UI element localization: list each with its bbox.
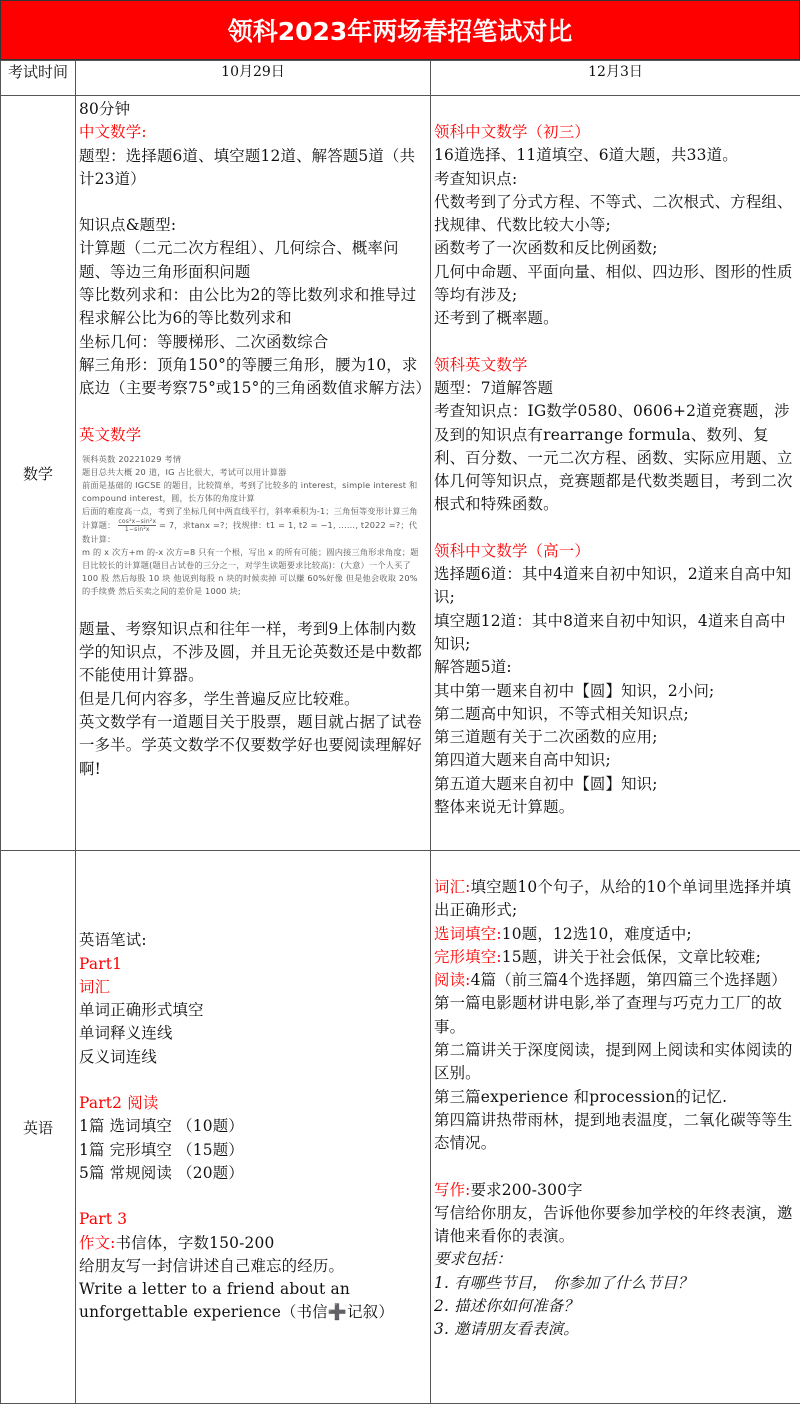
requirement-line: 2. 描述你如何准备？ [434, 1297, 579, 1316]
fraction-denominator: 1−sin²x [124, 525, 150, 533]
text-line: 计算题（二元二次方程组）、几何综合、概率问题、等边三角形面积问题 [79, 239, 399, 281]
text-line: 1篇 完形填空 （15题） [79, 1140, 244, 1159]
text-line: 题型：选择题6道、填空题12道、解答题5道（共计23道） [79, 146, 416, 188]
text-line: 还考到了概率题。 [434, 309, 559, 328]
writing-label: 写作: [434, 1180, 471, 1199]
requirement-line: 1. 有哪些节目， 你参加了什么节目？ [434, 1273, 694, 1292]
text-line: 函数考了一次函数和反比例函数; [434, 239, 658, 258]
text-line: 第三篇experience 和procession的记忆. [434, 1087, 728, 1106]
text-line: 等比数列求和：由公比为2的等比数列求和推导过程求解公比为6的等比数列求和 [79, 286, 417, 328]
text-line: 第二篇讲关于深度阅读，提到网上阅读和实体阅读的区别。 [434, 1041, 793, 1083]
item-label: 选词填空: [434, 924, 502, 943]
text-line: 16道选择、11道填空、6道大题，共33道。 [434, 146, 738, 165]
english-dec-cell [431, 851, 800, 1404]
header-row [1, 61, 800, 96]
text-line: 题型：7道解答题 [434, 378, 554, 397]
english-row [1, 851, 800, 1404]
note-line: 题目总共大概 20 道，IG 占比很大，考试可以用计算器 [82, 466, 287, 477]
section-title-knowledge: 知识点&题型: [79, 216, 177, 235]
text-line: 选择题6道：其中4道来自初中知识，2道来自高中知识; [434, 565, 792, 607]
text-line: 代数考到了分式方程、不等式、二次根式、方程组、找规律、代数比较大小等; [434, 192, 793, 235]
text-line: 考查知识点: [434, 169, 518, 188]
text-line: 题量、考察知识点和往年一样，考到9上体制内数学的知识点，不涉及圆，并且无论英数还是中数都不能使用计算器。 [79, 619, 422, 685]
text-line: 解三角形：顶角150°的等腰三角形，腰为10，求底边（主要考察75°或15°的三角函数值求解方法） [79, 355, 431, 398]
item-label: 阅读: [434, 971, 471, 990]
text-line: 第二题高中知识，不等式相关知识点; [434, 704, 689, 723]
text-line: 写信给你朋友，告诉他你要参加学校的年终表演，邀请他来看你的表演。 [434, 1203, 793, 1246]
text-line: 5篇 常规阅读 （20题） [79, 1163, 244, 1182]
text-line: 给朋友写一封信讲述自己难忘的经历。 [79, 1256, 345, 1275]
item-text: 10题，12选10，难度适中; [501, 924, 692, 943]
note-text: = 7，求tanx =?；找规律：t1 = 1, t2 = −1, ……, t2022 =?；代数计算： [82, 519, 418, 544]
text-line: 英文数学有一道题目关于股票，题目就占据了试卷一多半。学英文数学不仅要数学好也要阅读理解好啊! [79, 713, 422, 778]
note-line [82, 518, 423, 546]
item-label: 词汇: [434, 878, 471, 896]
text-line: 第一篇电影题材讲电影,举了查理与巧克力工厂的故事。 [434, 994, 783, 1036]
essay-text: 书信体，字数150-200 [115, 1233, 275, 1252]
text-line: 第五道大题来自初中【圆】知识; [434, 774, 658, 793]
note-line: 领科英数 20221029 考情 [82, 453, 182, 464]
header-date-dec: 12月3日 [431, 61, 800, 96]
note-line: m 的 x 次方+m 的-x 次方=8 只有一个根，写出 x 的所有可能；圆内接三角形求角度；题目比较长的计算题(题目占试卷的三分之一，对学生读题要求比较高)：(大意）一个人买了 100 股 然后每股 10 块 他说到每股 n 块的时候卖掉 可以赚 60%好像 但是他会收取 20%的手续费 然后买卖之间的差价是 1000 块; [82, 546, 419, 596]
text-line: 第四篇讲热带雨林，提到地表温度，二氧化碳等等生态情况。 [434, 1110, 793, 1153]
text-line: 几何中命题、平面向量、相似、四边形、图形的性质等均有涉及; [434, 262, 793, 305]
part2-title: Part2 阅读 [79, 1094, 159, 1113]
item-text: 4篇（前三篇4个选择题，第四篇三个选择题） [470, 971, 787, 990]
section-title-cn-math-g9: 领科中文数学（初三） [434, 123, 590, 141]
labeled-line [434, 1179, 797, 1202]
part3-title: Part 3 [79, 1210, 128, 1229]
item-text: 填空题10个句子，从给的10个单词里选择并填出正确形式; [434, 878, 792, 920]
math-row [1, 96, 800, 851]
fraction [118, 518, 156, 533]
math-oct-cell [76, 96, 431, 851]
text-line: 第四道大题来自高中知识; [434, 751, 611, 770]
item-label: 完形填空: [434, 947, 502, 966]
section-title-cn-math-g10: 领科中文数学（高一） [434, 541, 590, 560]
requirement-line: 要求包括： [434, 1250, 512, 1269]
note-line: 前面是基础的 IGCSE 的题目，比较简单，考到了比较多的 interest，simple interest 和 compound interest，圆，长方体的角度计算 [82, 479, 418, 503]
section-title-en-math: 英文数学 [79, 425, 142, 444]
labeled-line [434, 946, 797, 969]
header-date-oct: 10月29日 [76, 61, 431, 96]
text-line: 单词释义连线 [79, 1024, 173, 1043]
part1-title: Part1 [79, 954, 123, 973]
text-line: 英语笔试: [79, 931, 147, 950]
text-line: 但是几何内容多，学生普遍反应比较难。 [79, 689, 360, 708]
note-text: 计算题： [82, 519, 116, 530]
text-line: 坐标几何：等腰梯形、二次函数综合 [79, 332, 329, 351]
note-line: 后面的难度高一点，考到了坐标几何中两直线平行，斜率乘积为-1；三角恒等变形计算三角 [82, 505, 418, 516]
text-line: 第三道题有关于二次函数的应用; [434, 728, 658, 747]
text-line: 填空题12道：其中8道来自初中知识，4道来自高中知识; [434, 611, 786, 653]
fraction-numerator: cos²x−sin²x [118, 517, 157, 525]
requirement-line: 3. 邀请朋友看表演。 [434, 1320, 579, 1339]
text-line: 反义词连线 [79, 1047, 157, 1066]
writing-text: 要求200-300字 [470, 1180, 583, 1199]
comparison-table [0, 60, 800, 1404]
duration: 80分钟 [79, 100, 131, 118]
row-label-english: 英语 [1, 851, 76, 1404]
embedded-note-image [82, 453, 423, 598]
section-title-en-math: 领科英文数学 [434, 355, 528, 374]
english-oct-cell [76, 851, 431, 1404]
item-text: 15题，讲关于社会低保，文章比较难; [501, 947, 761, 966]
text-line: 考查知识点：IG数学0580、0606+2道竞赛题，涉及到的知识点有rearrange formula、数列、复利、百分数、一元二次方程、函数、实际应用题、立体几何等知识点，竞赛题都是代数类题目，考到二次根式和特殊函数。 [434, 402, 793, 514]
text-line: Write a letter to a friend about an unforgettable experience（书信➕记叙） [79, 1280, 394, 1322]
math-dec-cell [431, 96, 800, 851]
section-title-cn-math: 中文数学: [79, 123, 147, 142]
row-label-math: 数学 [1, 96, 76, 851]
labeled-line [434, 969, 797, 992]
labeled-line [434, 876, 797, 923]
text-line: 单词正确形式填空 [79, 1001, 204, 1020]
text-line: 整体来说无计算题。 [434, 798, 575, 817]
labeled-line [434, 923, 797, 946]
essay-line [79, 1232, 427, 1255]
essay-label: 作文: [79, 1233, 116, 1252]
text-line: 解答题5道: [434, 658, 512, 677]
part1-subtitle: 词汇 [79, 977, 111, 996]
header-label: 考试时间 [1, 61, 76, 96]
text-line: 其中第一题来自初中【圆】知识，2小问; [434, 681, 715, 700]
page-title: 领科2023年两场春招笔试对比 [0, 0, 800, 60]
text-line: 1篇 选词填空 （10题） [79, 1117, 244, 1136]
